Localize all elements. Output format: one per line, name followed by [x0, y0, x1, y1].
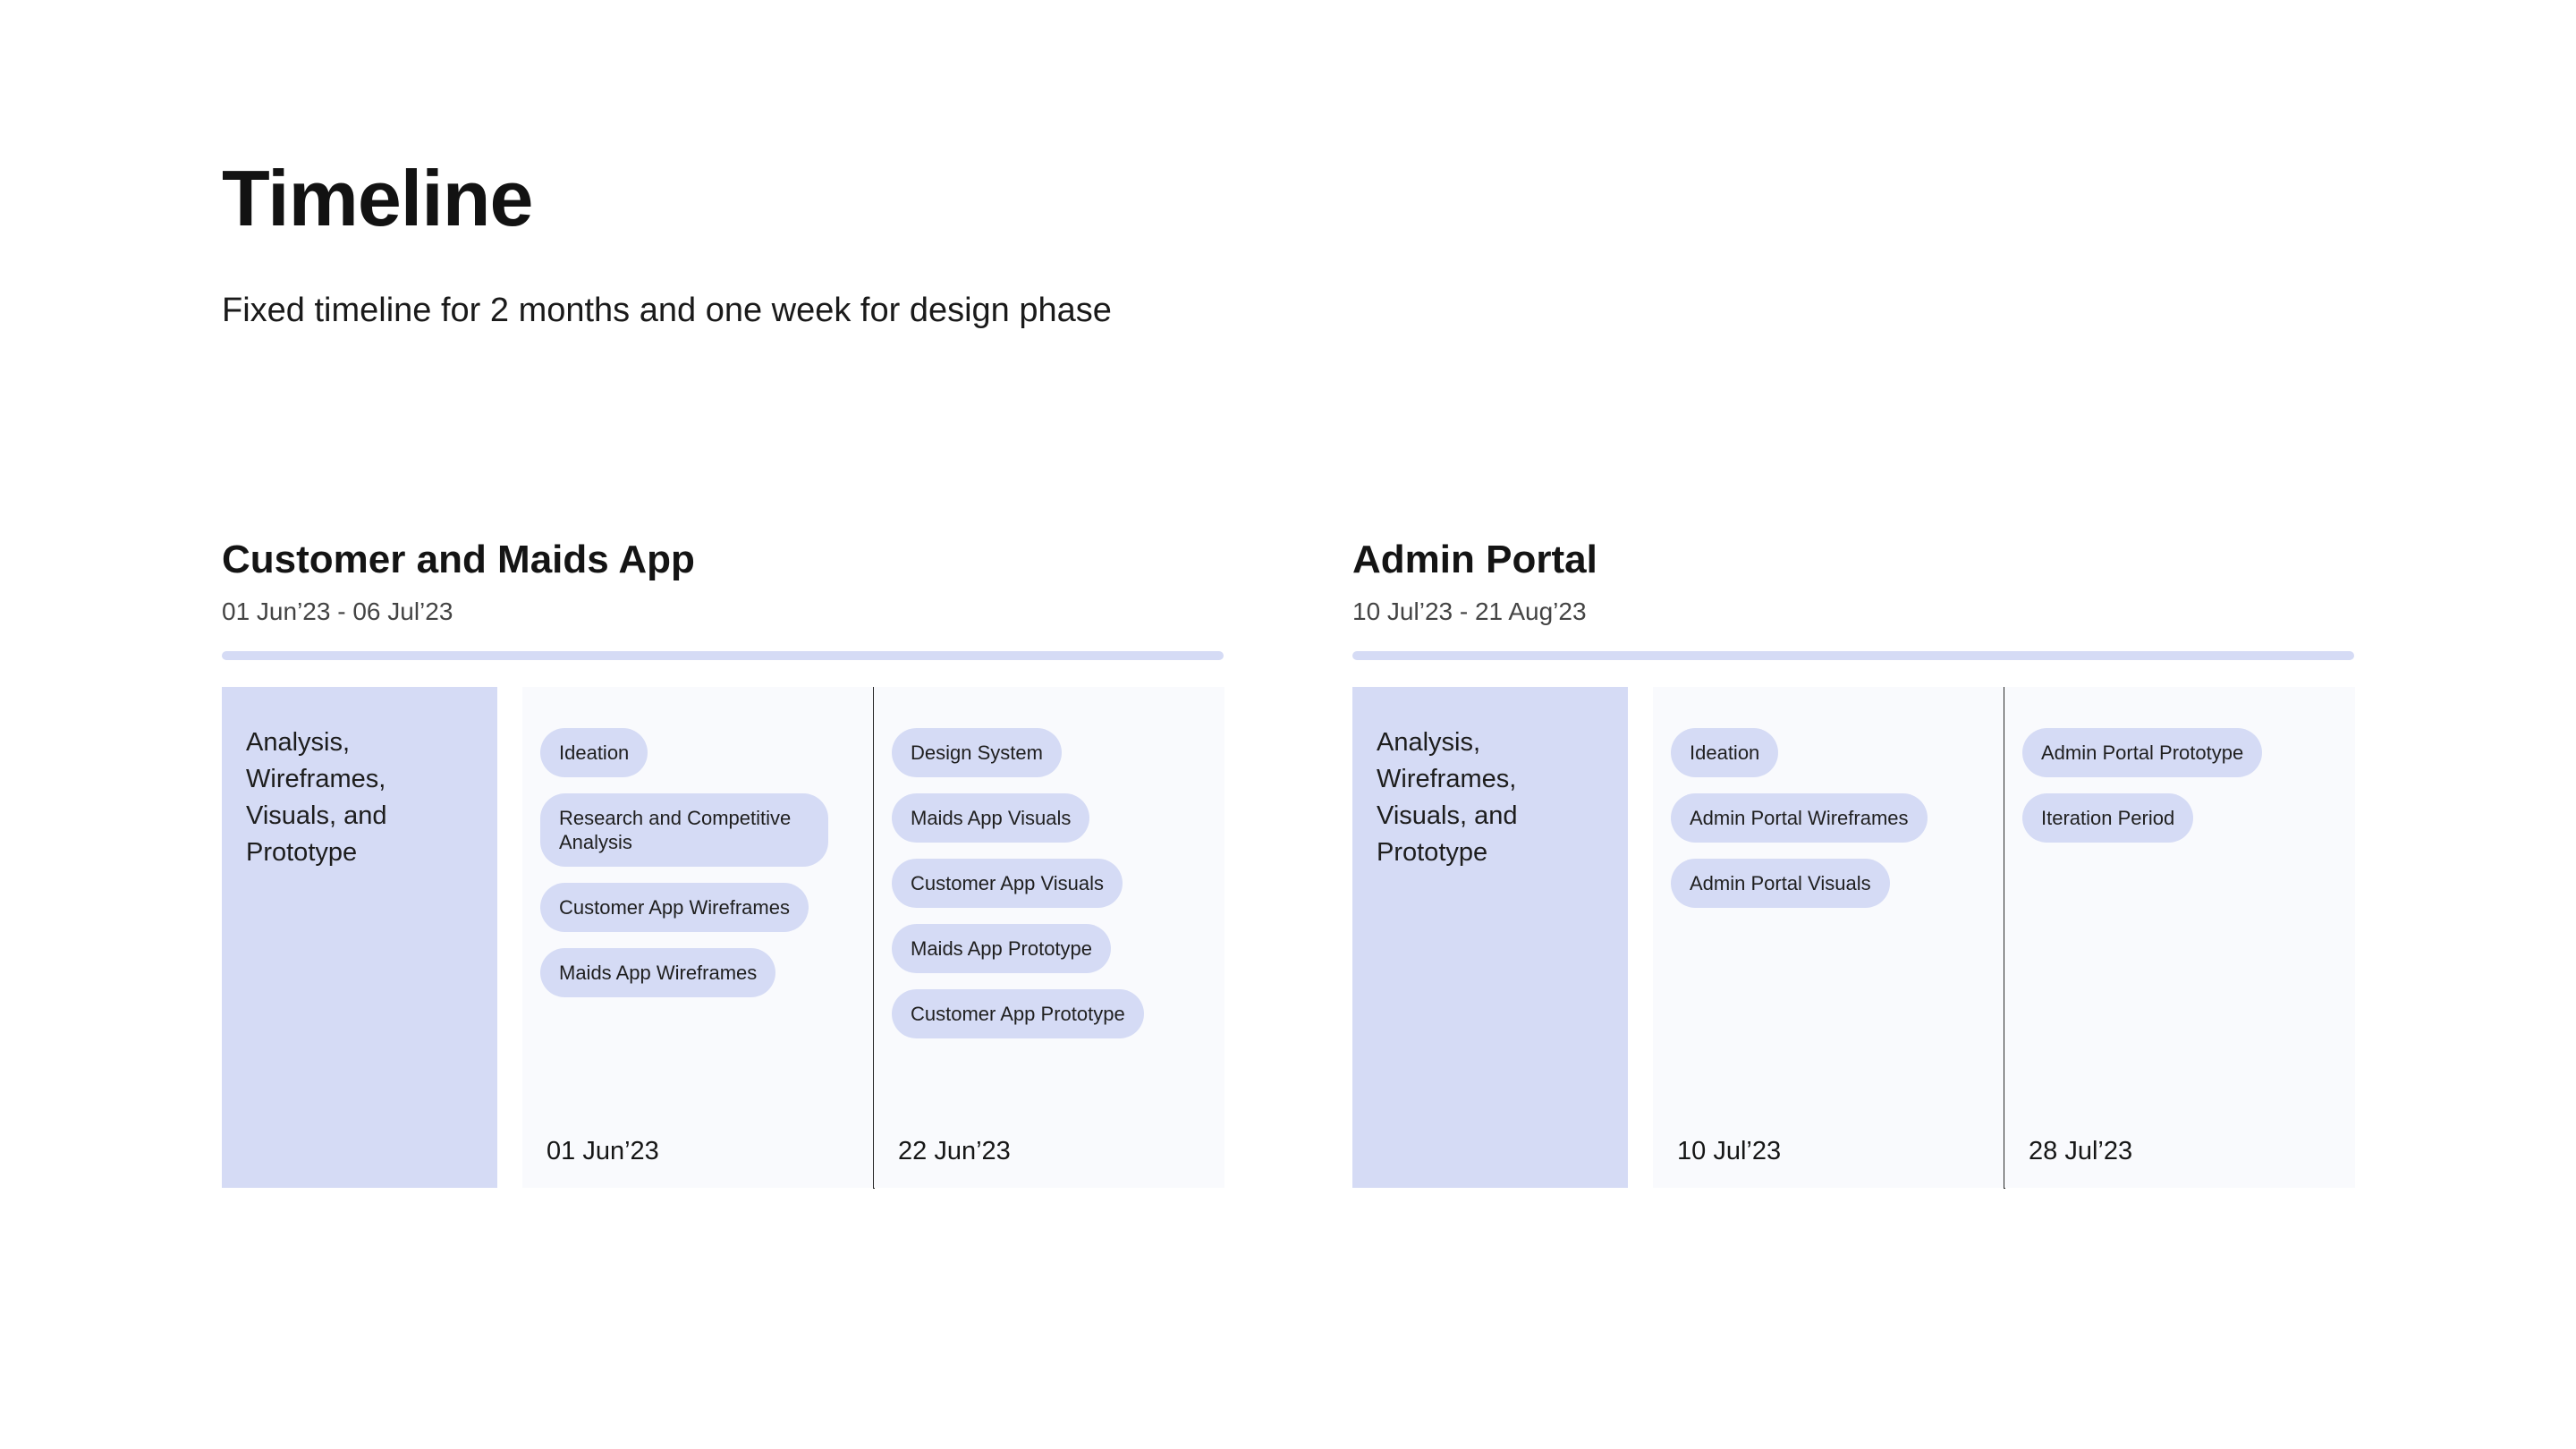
- timeline-section-admin-portal: [1352, 540, 2354, 1189]
- section-timeline-bar: [222, 651, 1224, 660]
- section-date-range: 10 Jul’23 - 21 Aug’23: [1352, 597, 1587, 625]
- task-chip-list: [1671, 728, 1928, 908]
- task-chip: Design System: [892, 728, 1062, 777]
- task-chip: Ideation: [540, 728, 648, 777]
- phase-block: [222, 687, 497, 1188]
- phase-block: [1352, 687, 1628, 1188]
- task-chip: Admin Portal Visuals: [1671, 859, 1890, 908]
- timeline-section-customer-maids-app: [222, 540, 1224, 1189]
- column-start-date: 28 Jul’23: [2029, 1137, 2133, 1165]
- task-chip: Maids App Wireframes: [540, 948, 775, 997]
- task-chip: Maids App Visuals: [892, 793, 1089, 843]
- column-start-date: 01 Jun’23: [547, 1137, 659, 1165]
- task-chip: Research and Competitive Analysis: [540, 793, 828, 867]
- timeline-column: [874, 687, 1224, 1188]
- section-title: Admin Portal: [1352, 538, 1597, 581]
- section-title: Customer and Maids App: [222, 538, 695, 581]
- column-start-date: 22 Jun’23: [898, 1137, 1011, 1165]
- task-chip-list: [892, 728, 1144, 1038]
- timeline-column: [2004, 687, 2355, 1188]
- task-chip: Customer App Visuals: [892, 859, 1123, 908]
- task-chip: Customer App Prototype: [892, 989, 1144, 1038]
- timeline-column: [522, 687, 873, 1188]
- section-timeline-bar: [1352, 651, 2354, 660]
- phase-label: Analysis, Wireframes, Visuals, and Prototype: [246, 728, 387, 867]
- task-chip: Maids App Prototype: [892, 924, 1111, 973]
- section-date-range: 01 Jun’23 - 06 Jul’23: [222, 597, 453, 625]
- task-chip: Customer App Wireframes: [540, 883, 809, 932]
- phase-label: Analysis, Wireframes, Visuals, and Prototype: [1377, 728, 1518, 867]
- task-chip-list: [2022, 728, 2262, 843]
- task-chip-list: [540, 728, 828, 997]
- task-chip: Admin Portal Prototype: [2022, 728, 2262, 777]
- timeline-column: [1653, 687, 2004, 1188]
- column-start-date: 10 Jul’23: [1677, 1137, 1782, 1165]
- page-subtitle: Fixed timeline for 2 months and one week for design phase: [222, 292, 1112, 329]
- task-chip: Iteration Period: [2022, 793, 2193, 843]
- page-title: Timeline: [222, 154, 533, 242]
- task-chip: Admin Portal Wireframes: [1671, 793, 1928, 843]
- task-chip: Ideation: [1671, 728, 1778, 777]
